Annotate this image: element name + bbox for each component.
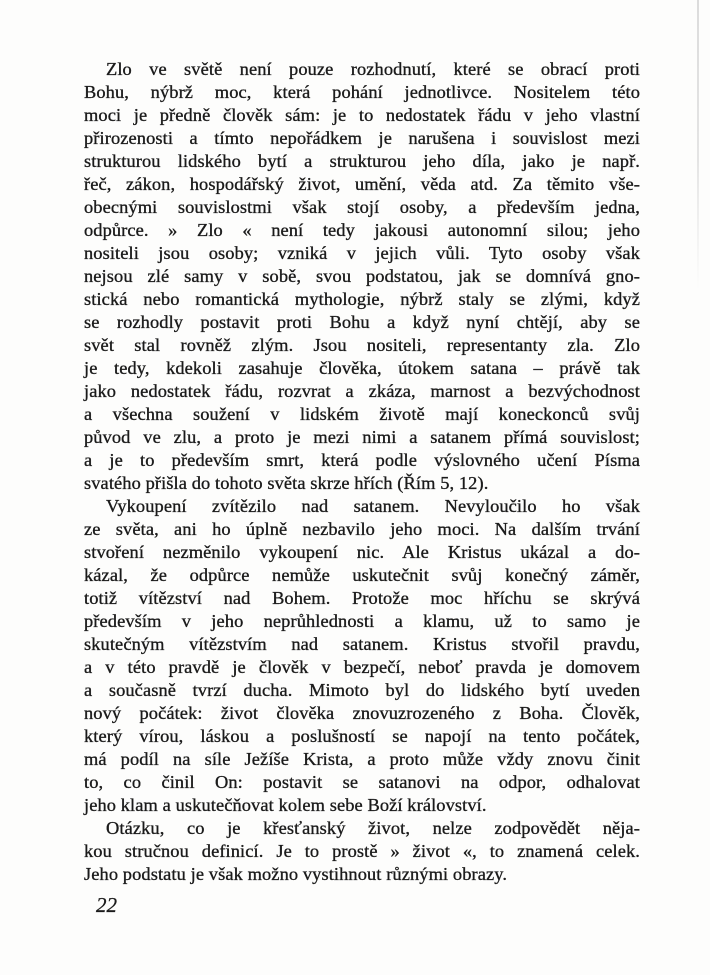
text-line: stická nebo romantická mythologie, nýbrž staly se zlými, když bbox=[84, 289, 640, 309]
text-line: nositeli jsou osoby; vzniká v jejich vůli. Tyto osoby však bbox=[84, 243, 640, 263]
text-line: a v této pravdě je člověk v bezpečí, neboť pravda je domovem bbox=[84, 657, 640, 677]
text-line: totiž vítězství nad Bohem. Protože moc hříchu se skrývá bbox=[84, 588, 640, 608]
text-line: jeho klam a uskutečňovat kolem sebe Boží království. bbox=[84, 795, 487, 815]
text-line: původ ve zlu, a proto je mezi nimi a satanem přímá souvislost; bbox=[84, 427, 640, 447]
text-line: přirozenosti a tímto nepořádkem je narušena i souvislost mezi bbox=[84, 128, 640, 148]
text-line: se rozhodly postavit proti Bohu a když nyní chtějí, aby se bbox=[84, 312, 640, 332]
text-block bbox=[84, 58, 640, 886]
text-line: svatého přišla do tohoto světa skrze hřích (Řím 5, 12). bbox=[84, 473, 489, 493]
text-line: svět stal rovněž zlým. Jsou nositeli, representanty zla. Zlo bbox=[84, 335, 640, 355]
text-line: to, co činil On: postavit se satanovi na odpor, odhalovat bbox=[84, 772, 640, 792]
text-line: nejsou zlé samy v sobě, svou podstatou, jak se domnívá gno- bbox=[84, 266, 640, 286]
body-paragraph bbox=[84, 495, 640, 817]
text-line: nový počátek: život člověka znovuzrozeného z Boha. Člověk, bbox=[84, 703, 640, 723]
text-line: skutečným vítězstvím nad satanem. Kristus stvořil pravdu, bbox=[84, 634, 640, 654]
text-line: obecnými souvislostmi však stojí osoby, a především jedna, bbox=[84, 197, 640, 217]
text-line: kou stručnou definicí. Je to prostě » život «, to znamená celek. bbox=[84, 841, 640, 861]
text-line: Bohu, nýbrž moc, která pohání jednotlivce. Nositelem této bbox=[84, 82, 640, 102]
text-line: Zlo ve světě není pouze rozhodnutí, které se obrací proti bbox=[106, 59, 640, 79]
page-number: 22 bbox=[96, 893, 117, 917]
text-line: Otázku, co je křesťanský život, nelze zodpovědět něja- bbox=[106, 818, 640, 838]
text-line: jako nedostatek řádu, rozvrat a zkáza, marnost a bezvýchodnost bbox=[84, 381, 640, 401]
text-line: především v jeho neprůhlednosti a klamu, už to samo je bbox=[84, 611, 640, 631]
text-line: a současně tvrzí ducha. Mimoto byl do lidského bytí uveden bbox=[84, 680, 640, 700]
text-line: má podíl na síle Ježíše Krista, a proto může vždy znovu činit bbox=[84, 749, 640, 769]
text-line: a všechna soužení v lidském životě mají koneckonců svůj bbox=[84, 404, 640, 424]
text-line: odpůrce. » Zlo « není tedy jakousi autonomní silou; jeho bbox=[84, 220, 640, 240]
text-line: ze světa, ani ho úplně nezbavilo jeho moci. Na dalším trvání bbox=[84, 519, 640, 539]
text-line: strukturou lidského bytí a strukturou jeho díla, jako je např. bbox=[84, 151, 640, 171]
text-line: Jeho podstatu je však možno vystihnout různými obrazy. bbox=[84, 864, 508, 884]
text-line: stvoření nezměnilo vykoupení nic. Ale Kristus ukázal a do- bbox=[84, 542, 640, 562]
scan-edge-shadow bbox=[697, 0, 699, 290]
text-line: moci je předně člověk sám: je to nedostatek řádu v jeho vlastní bbox=[84, 105, 640, 125]
text-line: a je to především smrt, která podle výslovného učení Písma bbox=[84, 450, 640, 470]
text-line: je tedy, kdekoli zasahuje člověka, útokem satana – právě tak bbox=[84, 358, 640, 378]
body-paragraph bbox=[84, 817, 640, 886]
text-line: kázal, že odpůrce nemůže uskutečnit svůj konečný záměr, bbox=[84, 565, 640, 585]
body-paragraph bbox=[84, 58, 640, 495]
text-line: který vírou, láskou a poslušností se napojí na tento počátek, bbox=[84, 726, 640, 746]
text-line: řeč, zákon, hospodářský život, umění, věda atd. Za těmito vše- bbox=[84, 174, 640, 194]
text-line: Vykoupení zvítězilo nad satanem. Nevyloučilo ho však bbox=[106, 496, 640, 516]
